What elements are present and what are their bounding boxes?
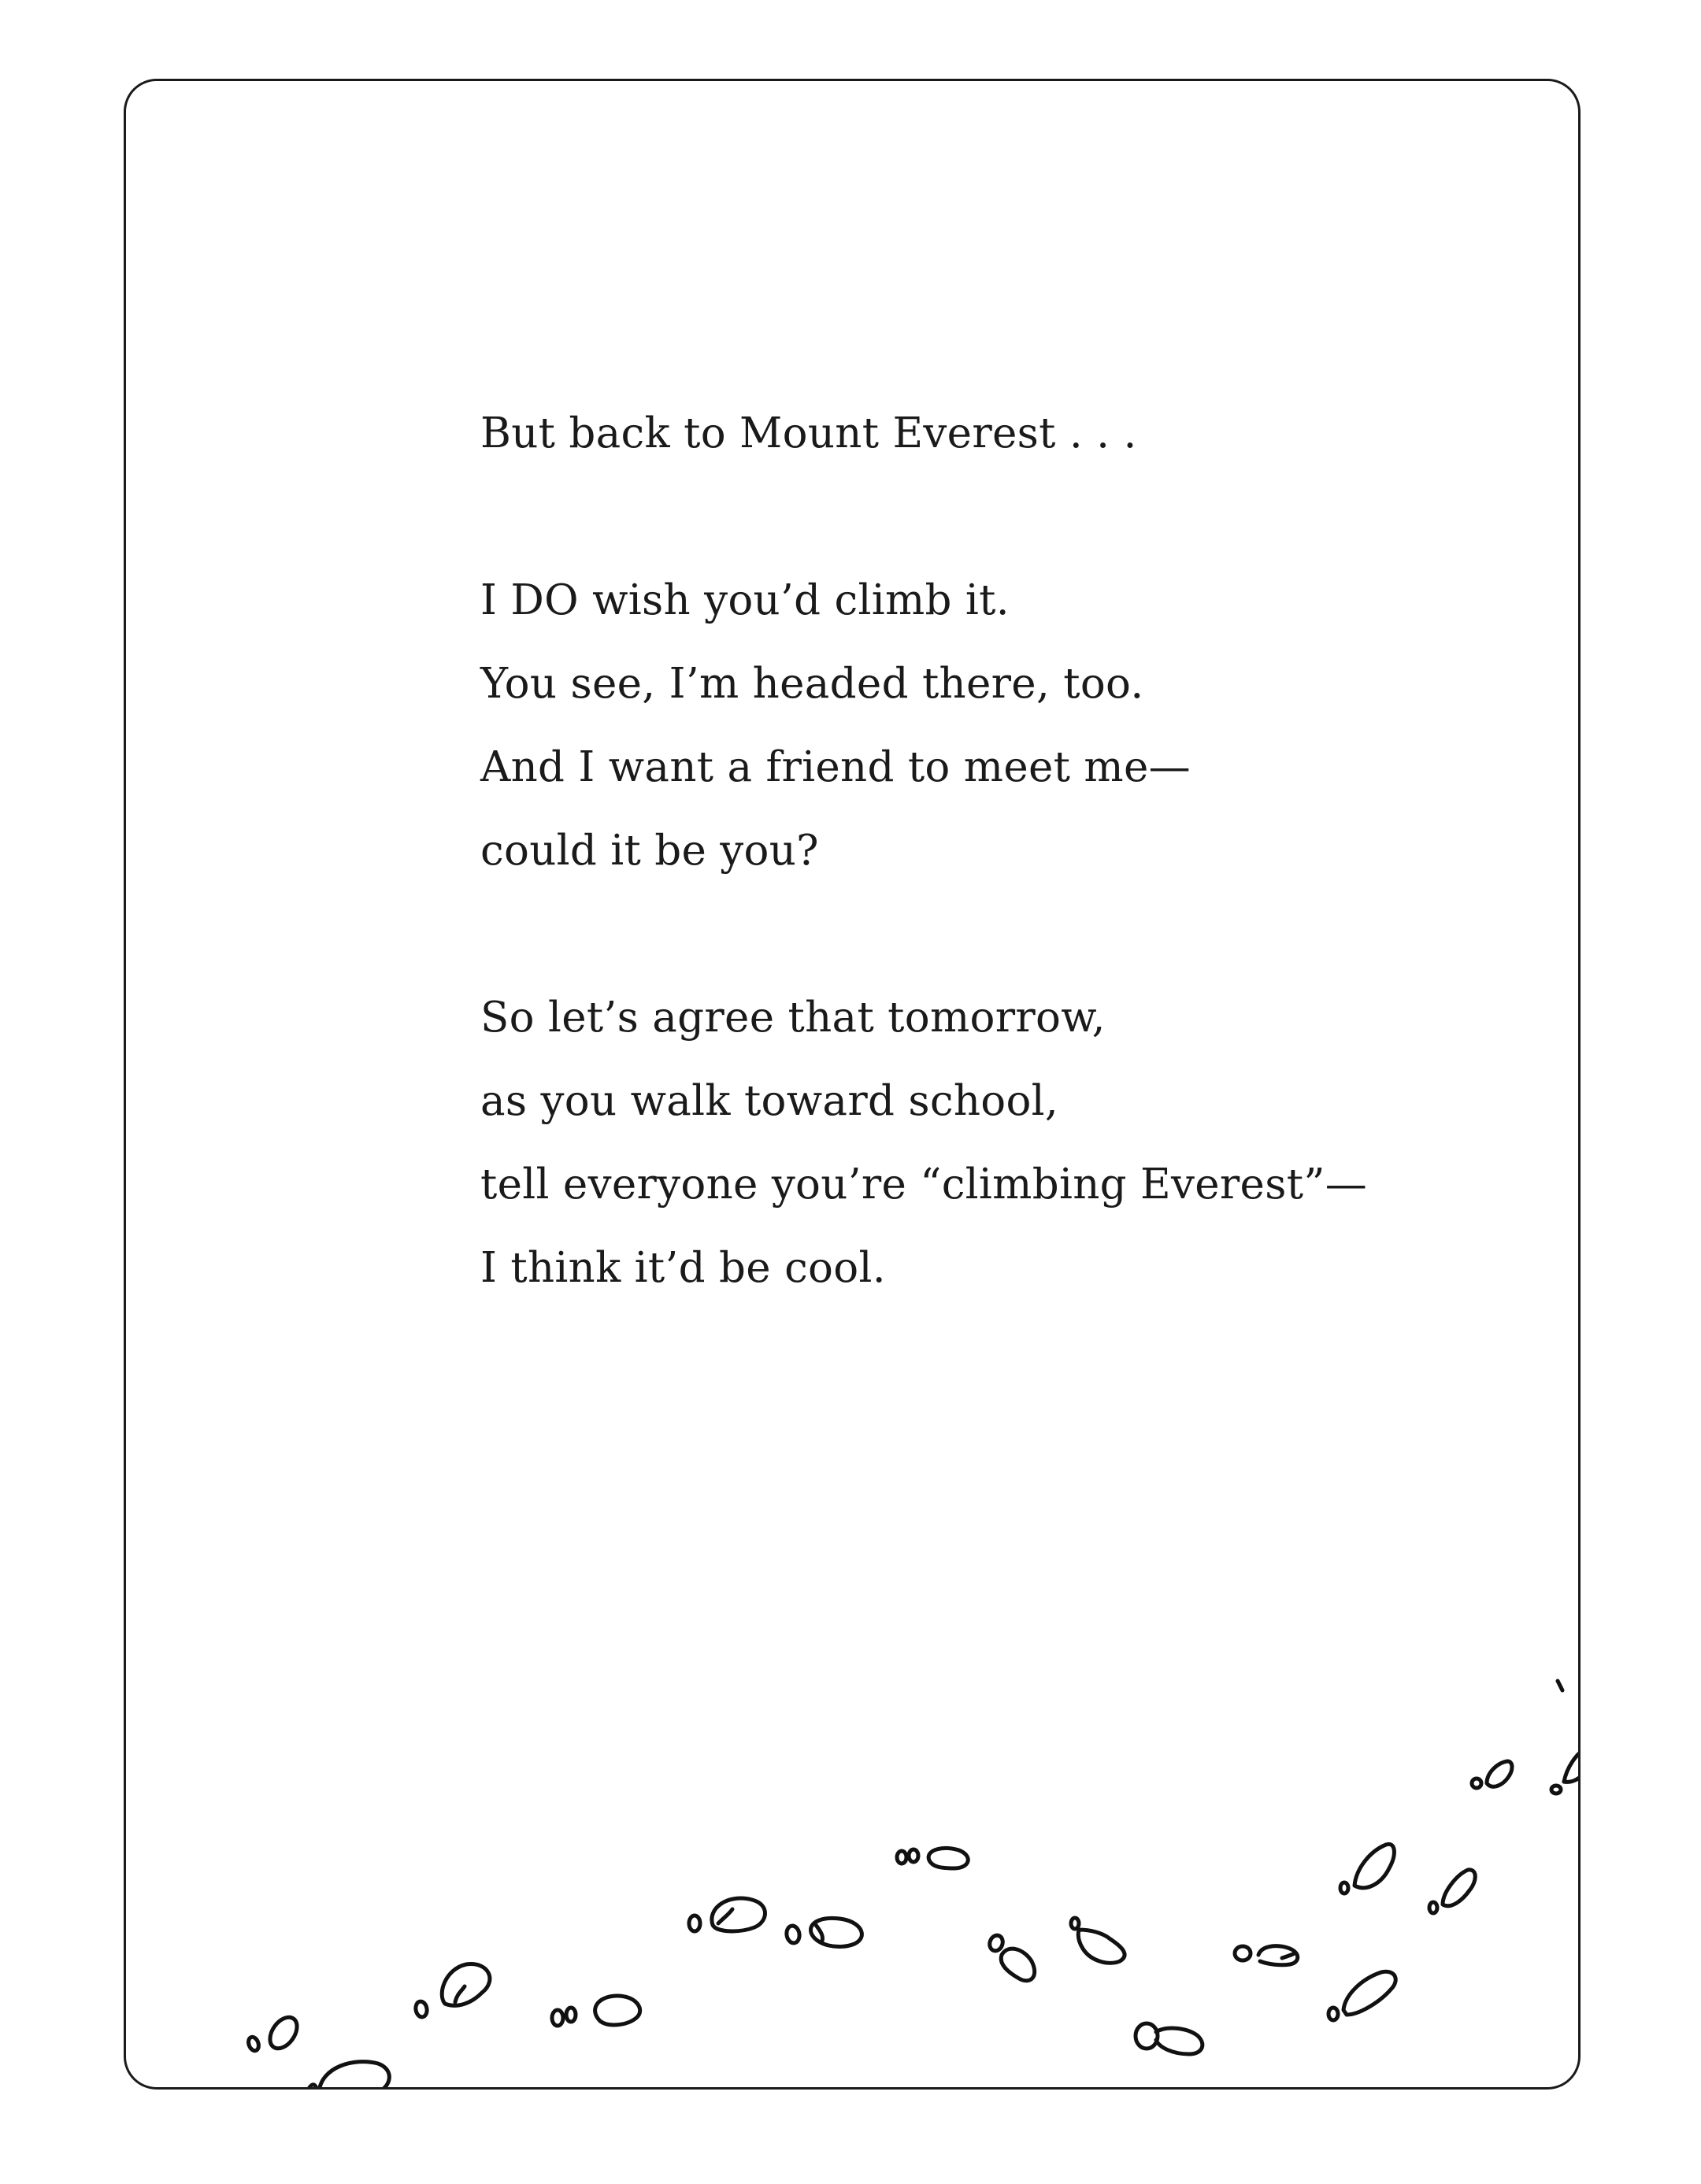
- footprint: [689, 1898, 765, 1931]
- poem-line: So let’s agree that tomorrow,: [480, 994, 1106, 1042]
- footprint: [988, 1934, 1035, 1981]
- poem-line: tell everyone you’re “climbing Everest”—: [480, 1160, 1368, 1209]
- footprint: [1429, 1870, 1475, 1913]
- footprint: [309, 2062, 389, 2090]
- footprint: [1136, 2023, 1203, 2054]
- footprint: [1235, 1946, 1298, 1965]
- footprint: [414, 1964, 490, 2019]
- stanza-2: [480, 559, 1367, 893]
- stanza-break: [480, 893, 1367, 976]
- stanza-1: [480, 392, 1367, 476]
- poem-line: I DO wish you’d climb it.: [480, 576, 1010, 624]
- poem-line: I think it’d be cool.: [480, 1244, 886, 1292]
- stanza-3: [480, 976, 1367, 1310]
- footprint: [552, 1996, 640, 2026]
- footprint: [785, 1919, 862, 1947]
- footprint: [246, 2012, 302, 2053]
- poem-line: could it be you?: [480, 827, 819, 875]
- footprint: [1551, 1681, 1581, 1793]
- poem-line: as you walk toward school,: [480, 1077, 1059, 1125]
- footprint: [897, 1848, 968, 1868]
- page-frame: [124, 79, 1581, 2090]
- footprint: [1071, 1918, 1125, 1963]
- poem-line: You see, I’m headed there, too.: [480, 660, 1144, 708]
- footprint: [1329, 1971, 1395, 2020]
- poem-line: But back to Mount Everest . . .: [480, 409, 1137, 457]
- poem-line: And I want a friend to meet me—: [480, 743, 1191, 791]
- poem: [480, 392, 1367, 1310]
- footprint: [1340, 1844, 1394, 1893]
- footprint: [1472, 1761, 1512, 1788]
- stanza-break: [480, 476, 1367, 559]
